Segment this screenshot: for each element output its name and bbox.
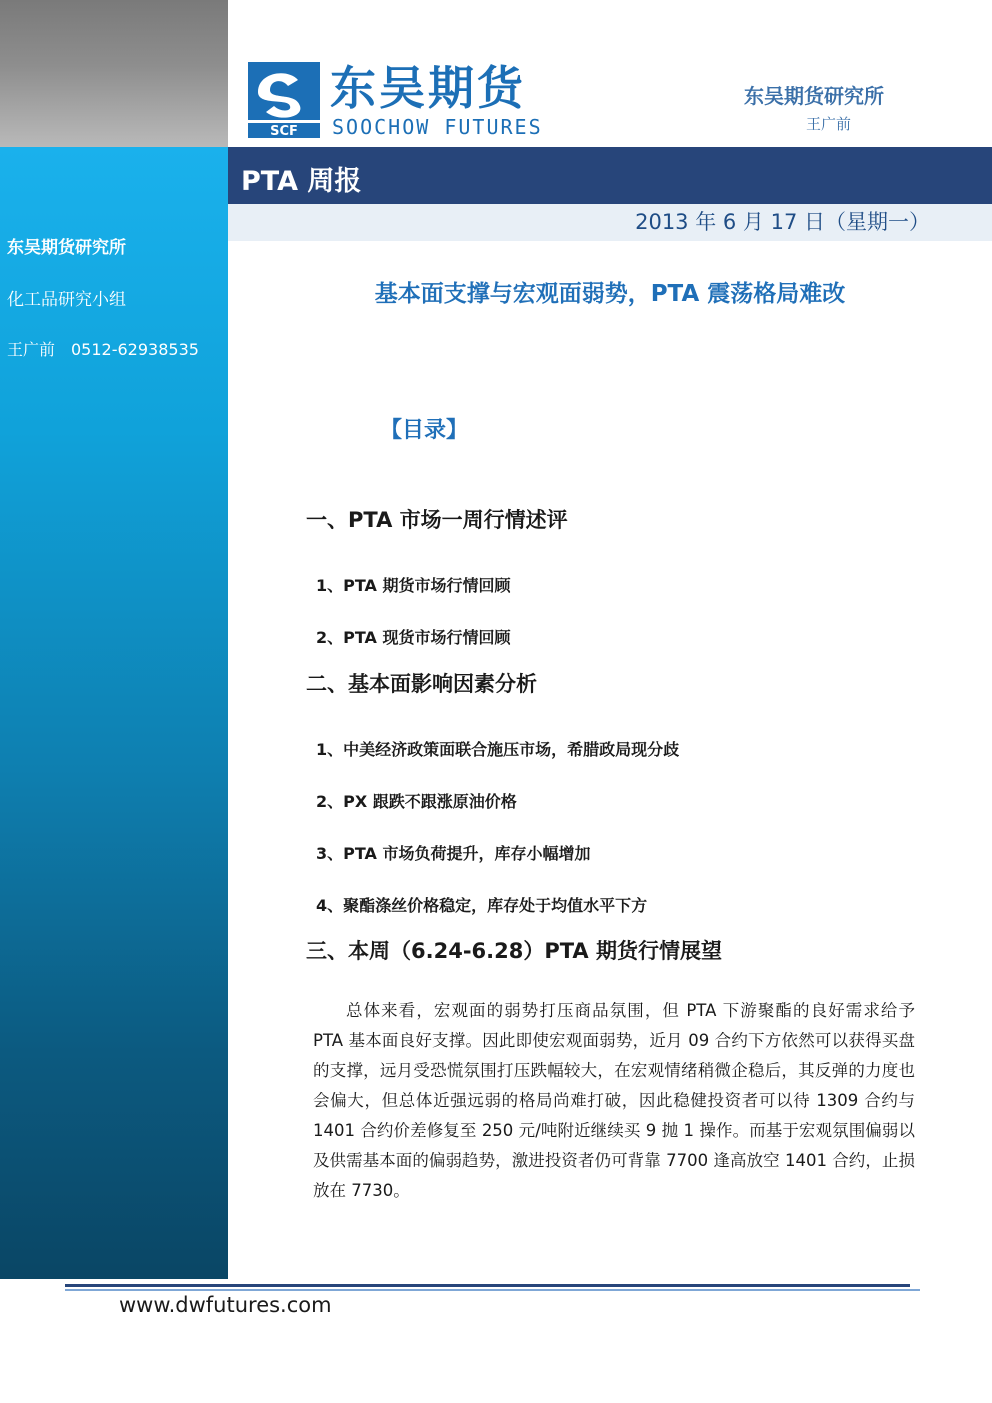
sidebar-panel [0, 147, 228, 1279]
sidebar-contact: 王广前 0512-62938535 [7, 340, 199, 359]
toc-item: 2、PTA 现货市场行情回顾 [316, 628, 511, 647]
footer-url: www.dwfutures.com [119, 1293, 332, 1317]
headline: 基本面支撑与宏观面弱势，PTA 震荡格局难改 [374, 281, 846, 307]
logo-name-cn: 东吴期货 [330, 61, 526, 115]
header-institute: 东吴期货研究所 [744, 84, 884, 108]
toc-item: 1、中美经济政策面联合施压市场，希腊政局现分歧 [316, 740, 680, 759]
toc-item: 4、聚酯涤丝价格稳定，库存处于均值水平下方 [316, 896, 648, 915]
sidebar-grey-panel [0, 0, 228, 147]
toc-item: 1、PTA 期货市场行情回顾 [316, 576, 511, 595]
section-heading: 三、本周（6.24-6.28）PTA 期货行情展望 [306, 939, 722, 963]
logo-mark-text: SCF [270, 124, 298, 138]
footer-divider [65, 1284, 910, 1287]
toc-item: 3、PTA 市场负荷提升，库存小幅增加 [316, 844, 591, 863]
toc-title: 【目录】 [380, 418, 469, 443]
report-type: PTA 周报 [241, 166, 362, 197]
footer-divider-light [65, 1289, 920, 1291]
logo-icon [248, 62, 320, 138]
section-heading: 二、基本面影响因素分析 [306, 672, 537, 696]
header-author: 王广前 [806, 115, 852, 133]
sidebar-group: 化工品研究小组 [7, 290, 126, 310]
report-date: 2013 年 6 月 17 日（星期一） [635, 210, 930, 234]
logo-name-en: SOOCHOW FUTURES [332, 115, 543, 139]
sidebar-institute: 东吴期货研究所 [7, 238, 126, 258]
toc-item: 2、PX 跟跌不跟涨原油价格 [316, 792, 517, 811]
outlook-paragraph: 总体来看，宏观面的弱势打压商品氛围，但 PTA 下游聚酯的良好需求给予 PTA 基本面良好支撑。因此即使宏观面弱势，近月 09 合约下方依然可以获得买盘的支撑，远月受恐慌氛围打压跌幅较大，在宏观情绪稍微企稳后，其反弹的力度也会偏大，但总体近强远弱的格局尚难打破，因此稳健投资者可以待 1309 合约与 1401 合约价差修复至 250 元/吨附近继续买 9 抛 1 操作。而基于宏观氛围偏弱以及供需基本面的偏弱趋势，激进投资者仍可背靠 7700 逢高放空 1401 合约，止损放在 7730。 [313, 1001, 915, 1200]
section-heading: 一、PTA 市场一周行情述评 [306, 508, 568, 532]
